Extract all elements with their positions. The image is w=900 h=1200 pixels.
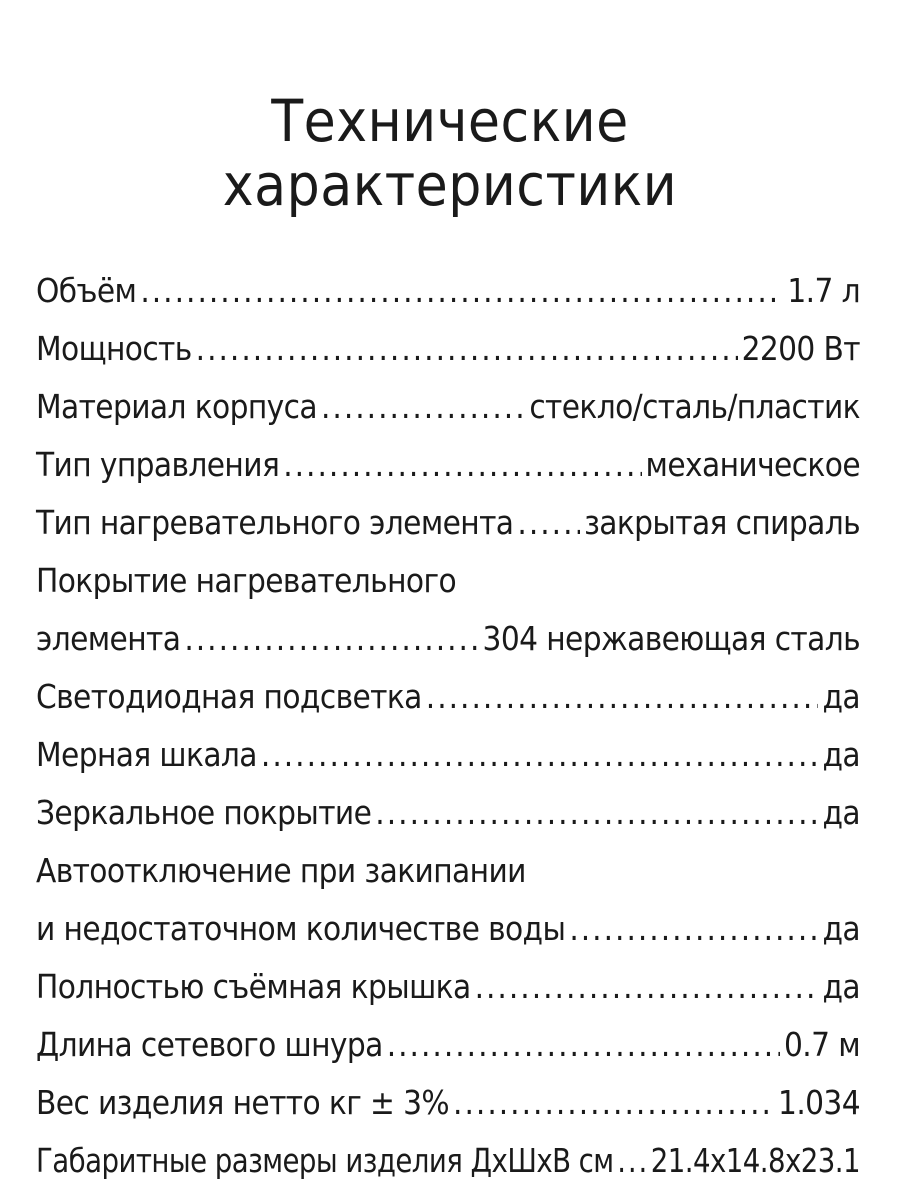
dot-leader — [569, 900, 818, 958]
spec-row-auto-shutoff-line-2 — [36, 900, 860, 958]
spec-row-heating-element-coating-line-2 — [36, 610, 860, 668]
spec-label: Мерная шкала — [36, 735, 257, 774]
dot-leader — [517, 494, 580, 552]
title-line-1: Технические — [271, 86, 629, 155]
spec-row-cord-length — [36, 1016, 860, 1074]
spec-label: Зеркальное покрытие — [36, 793, 372, 832]
spec-label: Светодиодная подсветка — [36, 677, 422, 716]
dot-leader — [426, 668, 819, 726]
spec-label: Габаритные размеры изделия ДхШхВ см — [36, 1141, 614, 1180]
spec-label: Длина сетевого шнура — [36, 1025, 383, 1064]
spec-label: Автоотключение при закипании — [36, 851, 526, 890]
spec-row-dimensions — [36, 1132, 860, 1190]
spec-value: механическое — [645, 445, 860, 484]
spec-row-volume — [36, 262, 860, 320]
spec-row-heating-element-type — [36, 494, 860, 552]
spec-label: и недостаточном количестве воды — [36, 909, 566, 948]
spec-row-led-backlight — [36, 668, 860, 726]
dot-leader — [375, 784, 818, 842]
spec-label: Объём — [36, 271, 137, 310]
spec-list — [36, 262, 860, 1190]
spec-value: да — [822, 677, 860, 716]
spec-value: стекло/сталь/пластик — [529, 387, 860, 426]
spec-row-measuring-scale — [36, 726, 860, 784]
spec-label: Полностью съёмная крышка — [36, 967, 471, 1006]
dot-leader — [196, 320, 738, 378]
spec-label: Вес изделия нетто кг ± 3% — [36, 1083, 450, 1122]
spec-value: да — [822, 735, 860, 774]
spec-value: да — [822, 967, 860, 1006]
spec-label: Мощность — [36, 329, 192, 368]
spec-label: Тип нагревательного элемента — [36, 503, 514, 542]
dot-leader — [184, 610, 478, 668]
spec-value: 0.7 м — [783, 1025, 860, 1064]
spec-value: 1.034 — [778, 1083, 860, 1122]
spec-row-power — [36, 320, 860, 378]
dot-leader — [283, 436, 641, 494]
dot-leader — [387, 1016, 780, 1074]
spec-label: элемента — [36, 619, 181, 658]
spec-value: 21.4x14.8x23.1 — [650, 1141, 860, 1180]
spec-label: Покрытие нагревательного — [36, 561, 456, 600]
dot-leader — [453, 1074, 774, 1132]
page-title — [0, 86, 900, 219]
spec-row-body-material — [36, 378, 860, 436]
spec-row-net-weight — [36, 1074, 860, 1132]
spec-value: 304 нержавеющая сталь — [482, 619, 860, 658]
spec-row-removable-lid — [36, 958, 860, 1016]
spec-value: 2200 Вт — [741, 329, 860, 368]
spec-row-mirror-coating — [36, 784, 860, 842]
title-line-2: характеристики — [222, 150, 678, 219]
spec-row-auto-shutoff-line-1 — [36, 842, 860, 900]
dot-leader — [261, 726, 819, 784]
spec-row-control-type — [36, 436, 860, 494]
dot-leader — [617, 1132, 647, 1190]
spec-row-heating-element-coating-line-1 — [36, 552, 860, 610]
spec-label: Тип управления — [36, 445, 280, 484]
dot-leader — [140, 262, 783, 320]
dot-leader — [475, 958, 819, 1016]
spec-value: закрытая спираль — [584, 503, 860, 542]
spec-value: да — [822, 909, 860, 948]
spec-value: да — [822, 793, 860, 832]
spec-label: Материал корпуса — [36, 387, 317, 426]
dot-leader — [321, 378, 525, 436]
spec-value: 1.7 л — [787, 271, 860, 310]
